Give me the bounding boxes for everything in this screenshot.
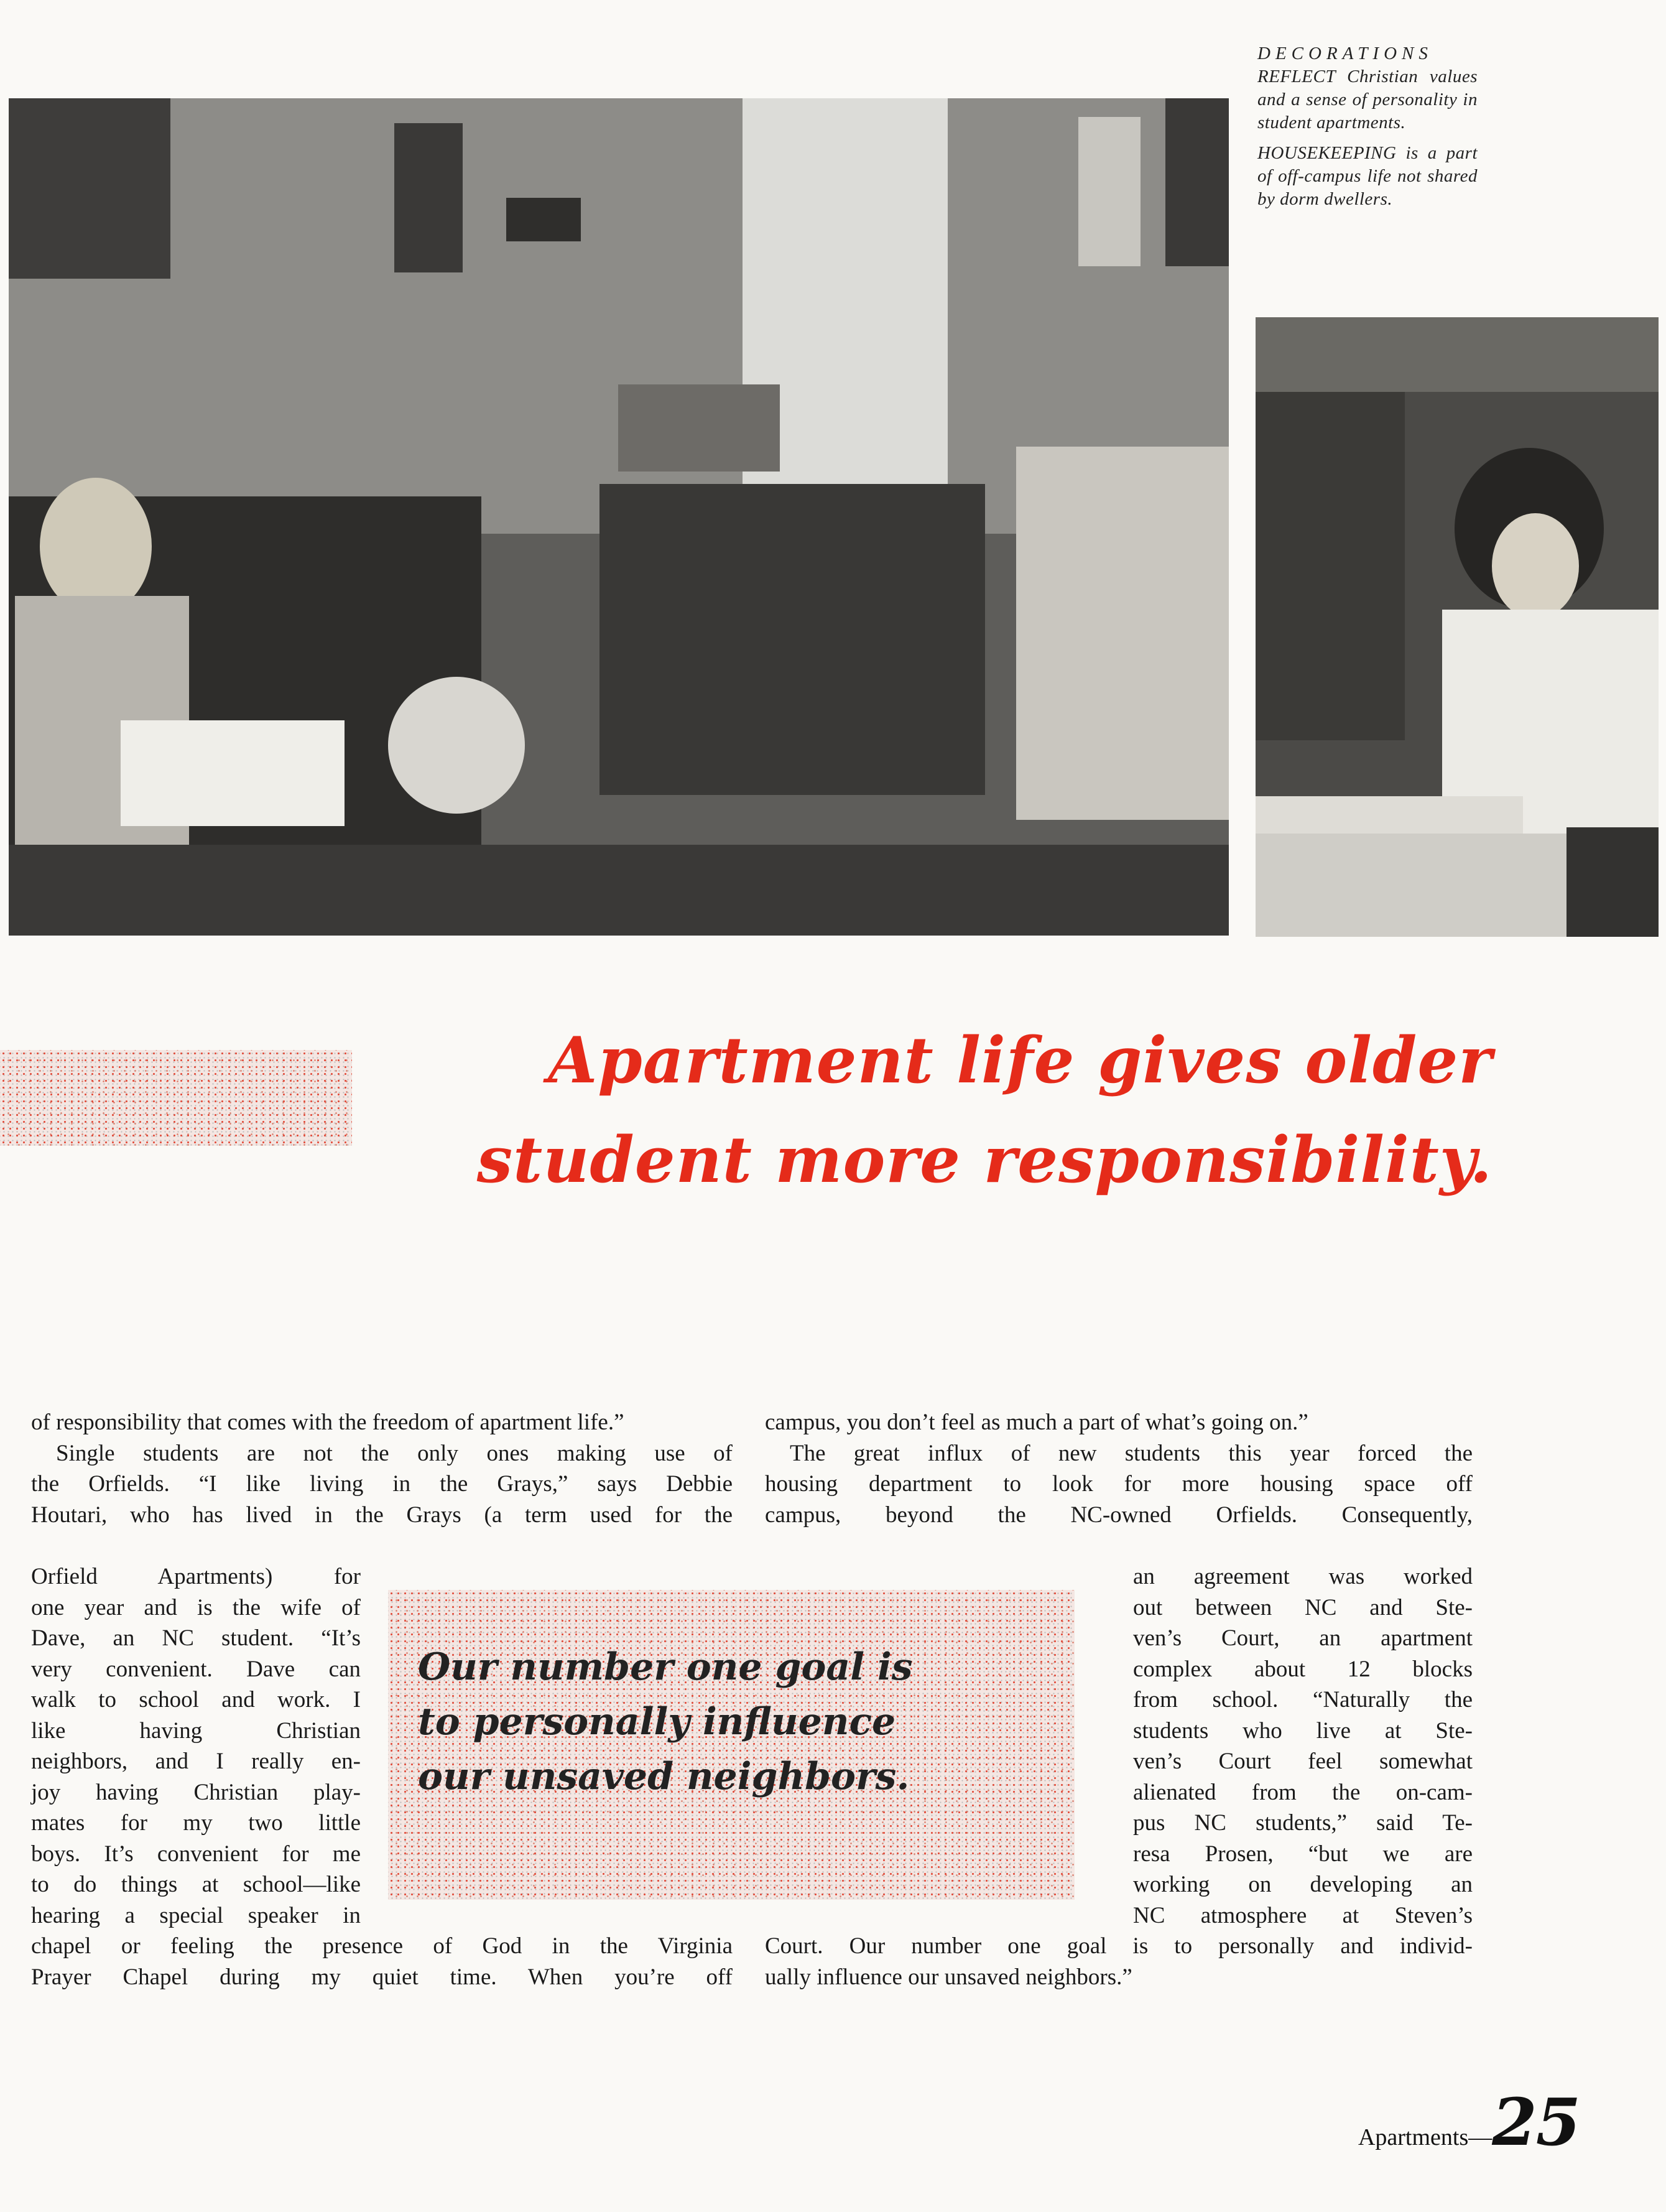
text-line: resa Prosen, “but we are xyxy=(1133,1841,1473,1867)
text-line: an agreement was worked xyxy=(1133,1564,1473,1589)
section-label: Apartments— xyxy=(1358,2124,1492,2150)
text-line: Houtari, who has lived in the Grays (a term used for the xyxy=(31,1502,733,1528)
caption-text: is a part of off-campus life not shared by dorm dwellers. xyxy=(1257,143,1478,209)
pullquote-box xyxy=(388,1590,1075,1900)
text-line: to do things at school—like xyxy=(31,1872,361,1897)
text-line: chapel or feeling the presence of God in the Virginia xyxy=(31,1933,733,1959)
text-line: ven’s Court, an apartment xyxy=(1133,1625,1473,1651)
text-line: NC atmosphere at Steven’s xyxy=(1133,1902,1473,1928)
text-line: Prayer Chapel during my quiet time. When you’re off xyxy=(31,1964,733,1990)
text-line: one year and is the wife of xyxy=(31,1594,361,1620)
caption-housekeeping xyxy=(1257,142,1478,211)
right-column-narrow xyxy=(1133,1561,1473,1931)
text-line: housing department to look for more housing space off xyxy=(765,1471,1473,1497)
text-line: joy having Christian play- xyxy=(31,1779,361,1805)
text-line: working on developing an xyxy=(1133,1872,1473,1897)
text-line: ually influence our unsaved neighbors.” xyxy=(765,1964,1132,1990)
caption-lead: HOUSEKEEPING xyxy=(1257,143,1397,163)
text-line: ven’s Court feel somewhat xyxy=(1133,1749,1473,1774)
text-line: Dave, an NC student. “It’s xyxy=(31,1625,361,1651)
text-line: very convenient. Dave can xyxy=(31,1656,361,1682)
headline-line-1: Apartment life gives older xyxy=(548,1023,1492,1098)
text-line: neighbors, and I really en- xyxy=(31,1749,361,1774)
pullquote-line-1: Our number one goal is xyxy=(418,1645,913,1689)
photo-living-room xyxy=(9,98,1229,936)
text-line: the Orfields. “I like living in the Grays,” says Debbie xyxy=(31,1471,733,1497)
pullquote-line-2: to personally influence xyxy=(418,1700,896,1744)
text-line: complex about 12 blocks xyxy=(1133,1656,1473,1682)
text-line: campus, beyond the NC-owned Orfields. Consequently, xyxy=(765,1502,1473,1528)
text-line: The great influx of new students this year forced the xyxy=(790,1440,1473,1466)
caption-lead: DECORATIONS xyxy=(1257,44,1433,63)
caption-text: REFLECT Christian values and a sense of personality in student apartments. xyxy=(1257,67,1478,132)
text-line: boys. It’s convenient for me xyxy=(31,1841,361,1867)
caption-decorations xyxy=(1257,42,1478,134)
text-line: like having Christian xyxy=(31,1717,361,1744)
paragraph: of responsibility that comes with the freedom of apartment life.” xyxy=(31,1410,624,1435)
caption-block xyxy=(1257,42,1478,211)
text-line: students who live at Ste- xyxy=(1133,1717,1473,1744)
headline-line-2: student more responsibility. xyxy=(476,1123,1492,1197)
headline xyxy=(373,1011,1492,1210)
left-column-end xyxy=(31,1931,733,1992)
paragraph: campus, you don’t feel as much a part of what’s going on.” xyxy=(765,1410,1308,1435)
text-line: walk to school and work. I xyxy=(31,1687,361,1712)
page-footer xyxy=(1306,2084,1580,2159)
page-number: 25 xyxy=(1492,2084,1580,2160)
decorative-stipple-bar xyxy=(0,1050,352,1146)
left-column xyxy=(31,1407,733,1530)
left-column-narrow xyxy=(31,1561,361,1931)
text-line: Court. Our number one goal is to personally and individ- xyxy=(765,1933,1473,1959)
text-line: hearing a special speaker in xyxy=(31,1902,361,1928)
text-line: Single students are not the only ones making use of xyxy=(56,1440,733,1466)
pullquote-line-3: our unsaved neighbors. xyxy=(418,1755,910,1798)
text-line: pus NC students,” said Te- xyxy=(1133,1810,1473,1836)
text-line: Orfield Apartments) for xyxy=(31,1564,361,1589)
text-line: out between NC and Ste- xyxy=(1133,1594,1473,1620)
text-line: mates for my two little xyxy=(31,1810,361,1836)
right-column xyxy=(765,1407,1473,1530)
text-line: from school. “Naturally the xyxy=(1133,1687,1473,1712)
text-line: alienated from the on-cam- xyxy=(1133,1779,1473,1805)
right-column-end xyxy=(765,1931,1473,1992)
photo-kitchen xyxy=(1256,317,1659,937)
